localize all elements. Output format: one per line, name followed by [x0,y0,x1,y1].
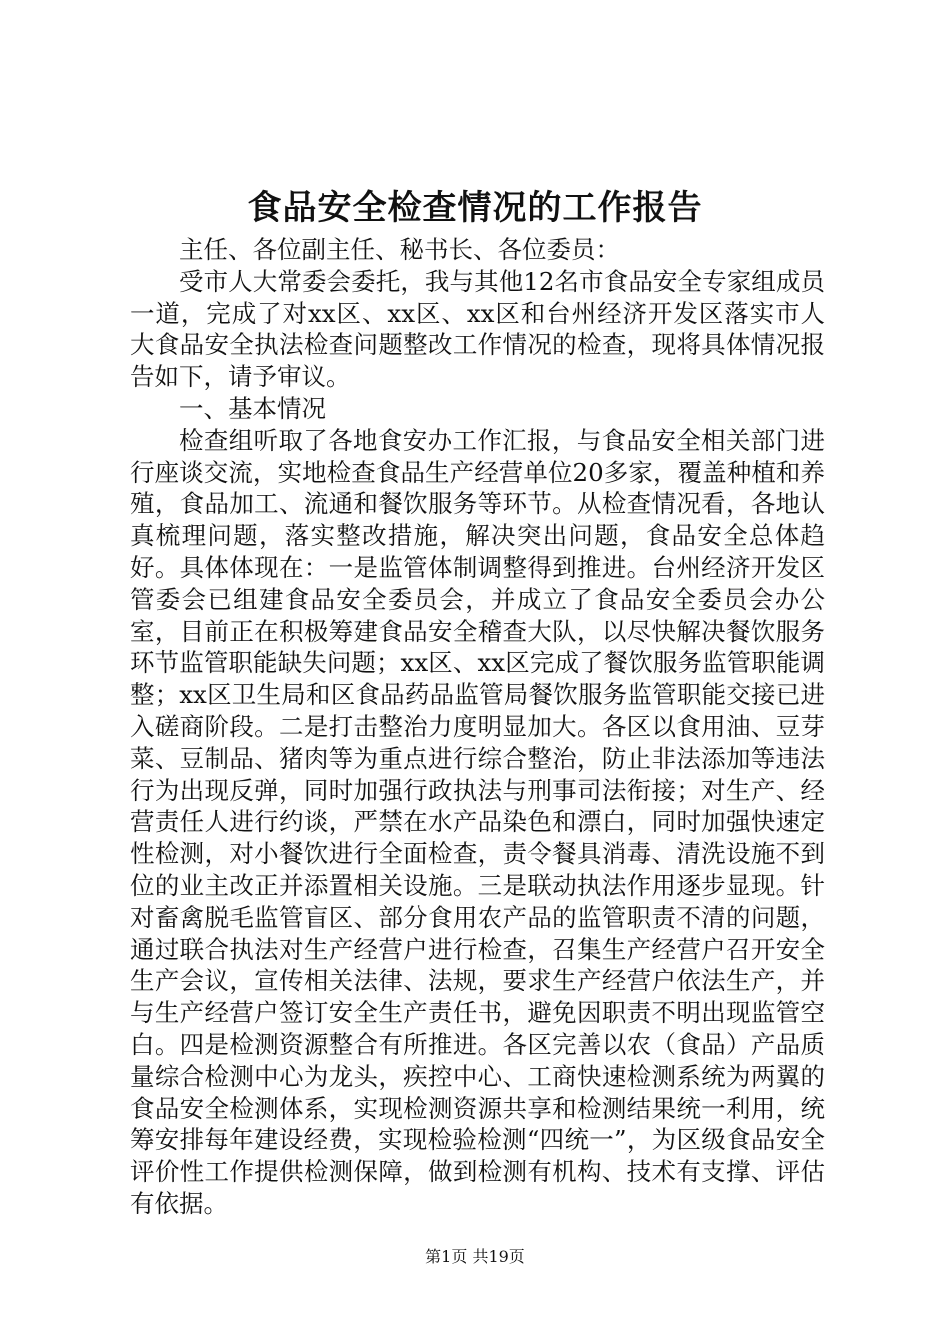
page-number-footer: 第1页 共19页 [425,1247,525,1266]
basic-situation-paragraph: 检查组听取了各地食安办工作汇报，与食品安全相关部门进行座谈交流，实地检查食品生产经营单位20多家，覆盖种植和养殖，食品加工、流通和餐饮服务等环节。从检查情况看，各地认真梳理问题，落实整改措施，解决突出问题，食品安全总体趋好。具体体现在：一是监管体制调整得到推进。台州经济开发区管委会已组建食品安全委员会，并成立了食品安全委员会办公室，目前正在积极筹建食品安全稽查大队，以尽快解决餐饮服务环节监管职能缺失问题；xx区、xx区完成了餐饮服务监管职能调整；xx区卫生局和区食品药品监管局餐饮服务监管职能交接已进入磋商阶段。二是打击整治力度明显加大。各区以食用油、豆芽菜、豆制品、猪肉等为重点进行综合整治，防止非法添加等违法行为出现反弹，同时加强行政执法与刑事司法衔接；对生产、经营责任人进行约谈，严禁在水产品染色和漂白，同时加强快速定性检测，对小餐饮进行全面检查，责令餐具消毒、清洗设施不到位的业主改正并添置相关设施。三是联动执法作用逐步显现。针对畜禽脱毛监管盲区、部分食用农产品的监管职责不清的问题，通过联合执法对生产经营户进行检查，召集生产经营户召开安全生产会议，宣传相关法律、法规，要求生产经营户依法生产，并与生产经营户签订安全生产责任书，避免因职责不明出现监管空白。四是检测资源整合有所推进。各区完善以农（食品）产品质量综合检测中心为龙头，疾控中心、工商快速检测系统为两翼的食品安全检测体系，实现检测资源共享和检测结果统一利用，统筹安排每年建设经费，实现检验检测“四统一”，为区级食品安全评价性工作提供检测保障，做到检测有机构、技术有支撑、评估有依据。 [130,425,825,1218]
salutation-paragraph: 主任、各位副主任、秘书长、各位委员： [179,235,620,264]
section-heading: 一、基本情况 [179,393,326,423]
intro-paragraph: 受市人大常委会委托，我与其他12名市食品安全专家组成员一道，完成了对xx区、xx区、xx区和台州经济开发区落实市人大食品安全执法检查问题整改工作情况的检查，现将具体情况报告如下，请予审议。 [130,266,825,392]
document-body [130,234,825,1220]
document-title: 食品安全检查情况的工作报告 [247,188,703,228]
